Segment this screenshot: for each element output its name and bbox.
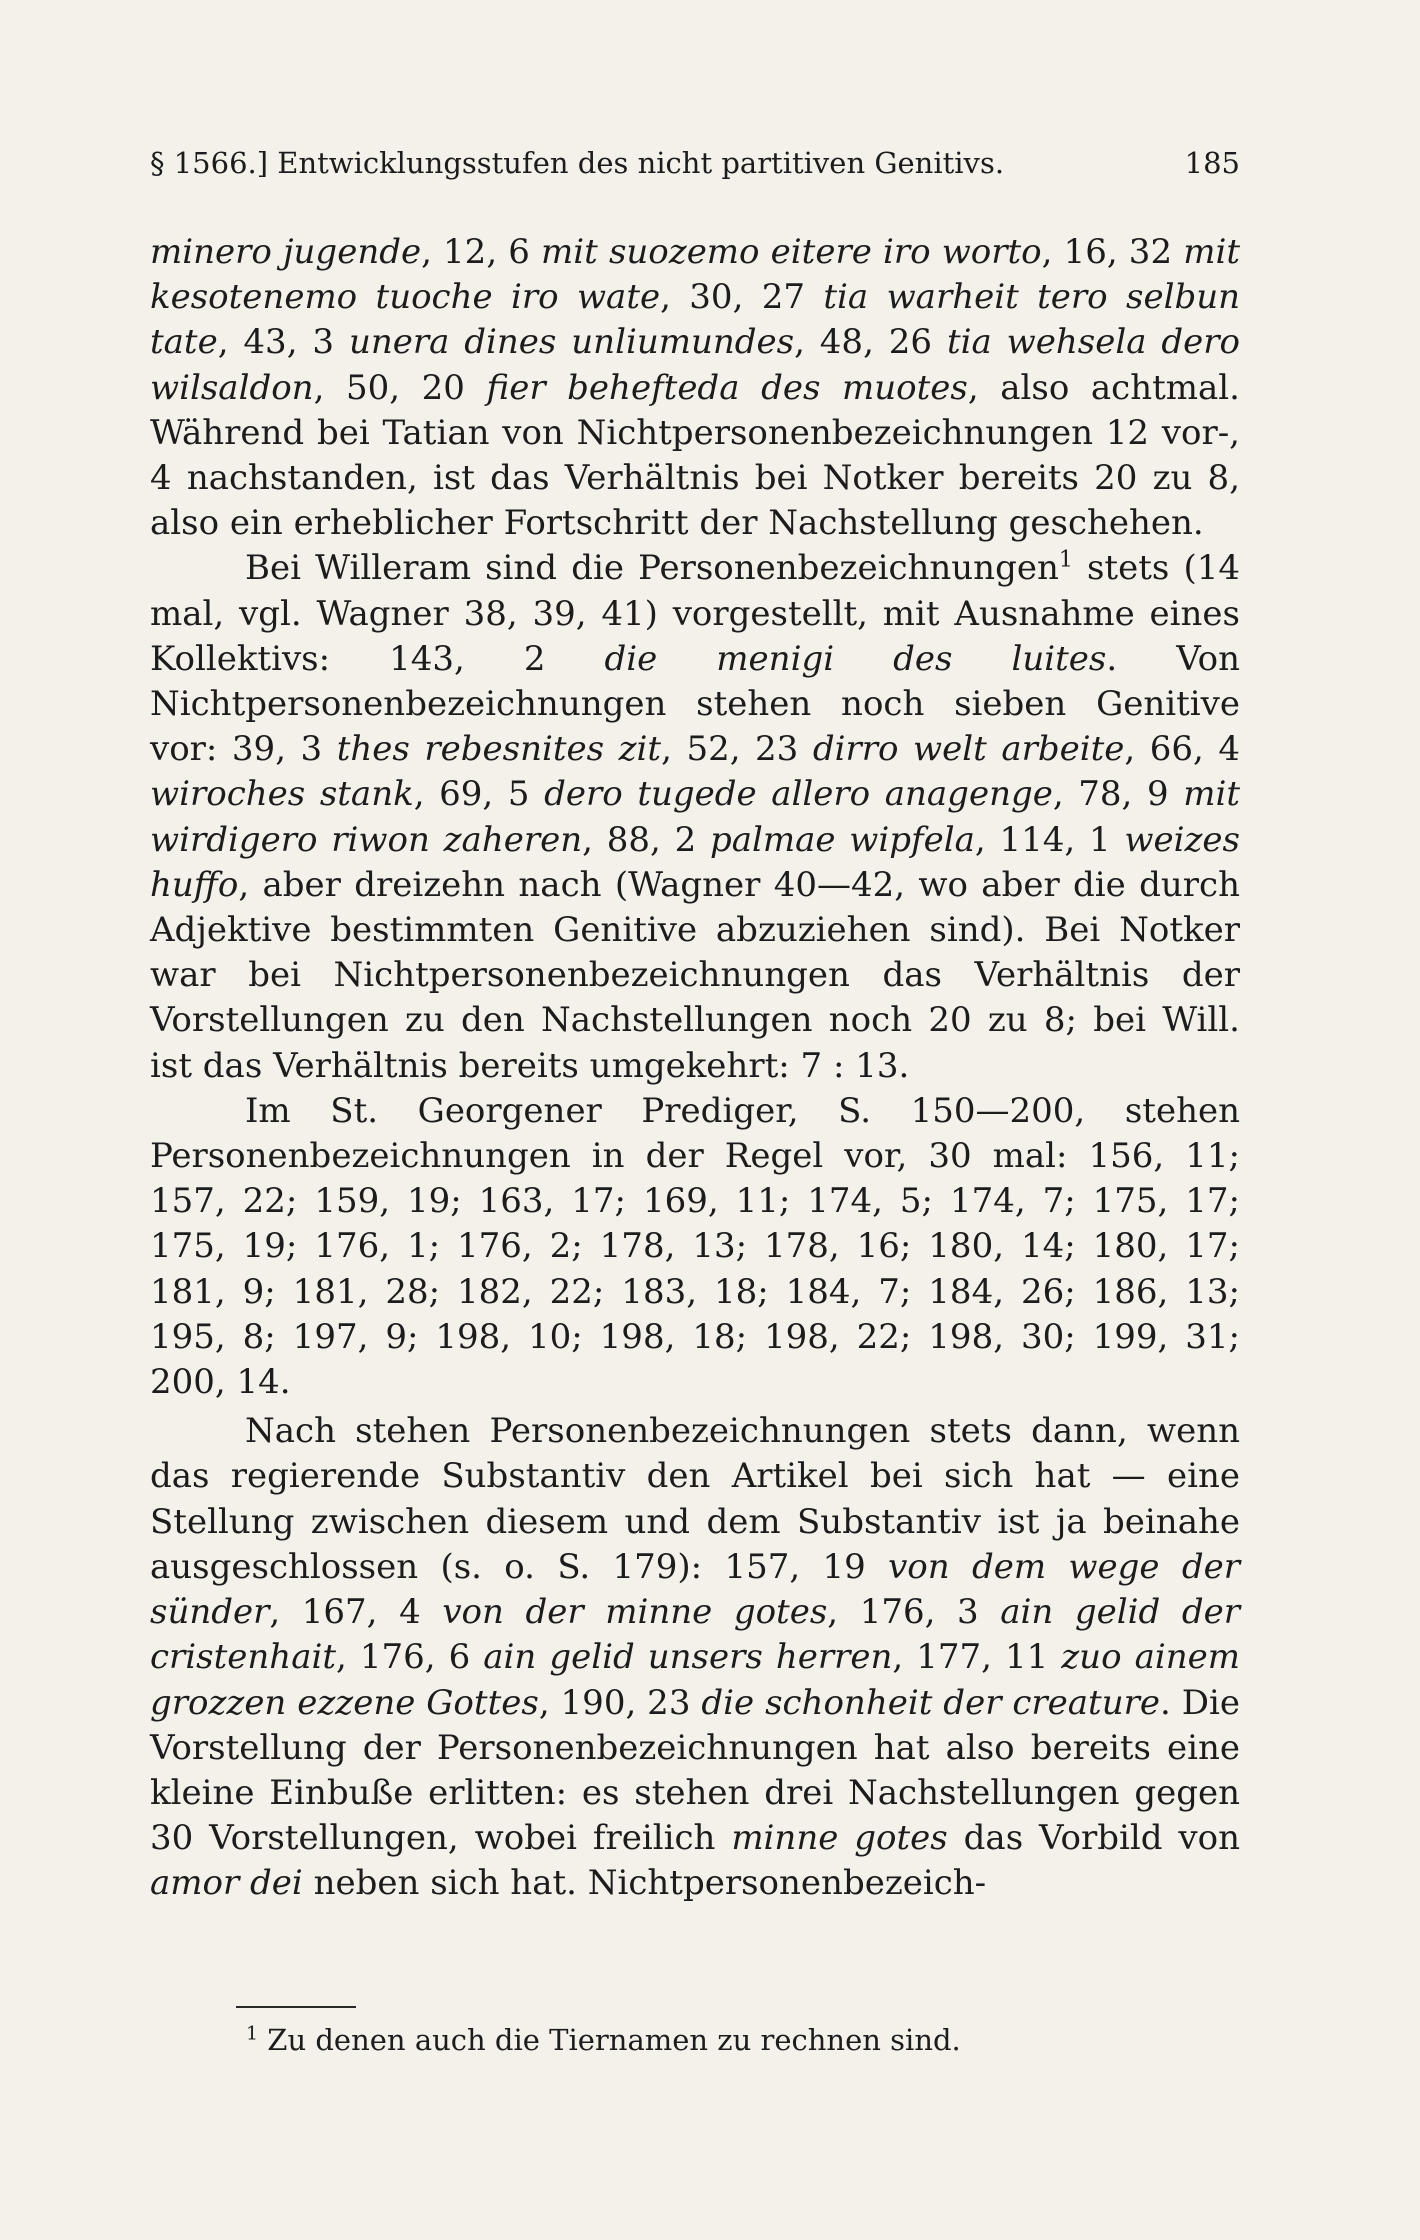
italic-citation: tia wehsela dero wilsaldon [150, 322, 1240, 408]
italic-citation: minne gotes [731, 1818, 948, 1859]
italic-citation: weizes huffo [150, 819, 1240, 905]
paragraph-3 [150, 1089, 1240, 1405]
italic-citation: von dem wege der sünder [150, 1546, 1240, 1633]
text-run: , 50, 20 [313, 367, 487, 408]
italic-citation: die schonheit der creature [701, 1682, 1160, 1723]
text-run: , 114, 1 [974, 819, 1125, 860]
italic-citation: von der minne gotes [442, 1592, 828, 1633]
italic-citation: zuo ainem grozzen ezzene Gottes [150, 1637, 1240, 1723]
text-run: Bei Willeram sind die Personenbezeichnungen [245, 548, 1059, 589]
italic-citation: fier behefteda des muotes [486, 367, 968, 408]
paragraph-1 [150, 230, 1240, 546]
text-run: , 190, 23 [538, 1682, 702, 1723]
text-run: , aber dreizehn nach (Wagner 40—42, wo aber die durch Adjektive bestimmten Genitive abzuziehen sind). Bei Notker war bei Nichtpersonenbezeichnungen das Verhältnis der Vorstellungen zu den Nachstellungen noch 20 zu 8; bei Will. ist das Verhältnis bereits umgekehrt: 7 : 13. [150, 864, 1240, 1086]
italic-citation: thes rebesnites zit [336, 729, 662, 770]
text-run: neben sich hat. Nichtpersonenbezeich- [302, 1863, 987, 1904]
paragraph-4 [150, 1409, 1240, 1906]
text-run: , 177, 11 [892, 1637, 1062, 1678]
italic-citation: minero jugende [150, 232, 422, 272]
text-run: , 16, 32 [1041, 232, 1184, 272]
italic-citation: tia warheit tero selbun tate [150, 277, 1241, 363]
text-run: . Von Nichtpersonenbezeichnungen stehen noch sieben Genitive vor: 39, 3 [150, 638, 1240, 770]
italic-citation: dirro welt arbeite [812, 729, 1125, 770]
italic-citation: unera dines unliumundes [348, 322, 795, 363]
text-run: , 88, 2 [582, 819, 710, 860]
text-run: , 176, 6 [336, 1637, 484, 1678]
text-run: , also achtmal. Während bei Tatian von Nichtpersonenbezeichnungen 12 vor-, 4 nachstanden, ist das Verhältnis bei Notker bereits 20 zu 8, also ein erheblicher Fortschritt der Nachstellung geschehen. [150, 367, 1240, 544]
text-run: Nach stehen Personenbezeichnungen stets dann, wenn das regierende Substantiv den Artikel bei sich hat — eine Stellung zwischen diesem und dem Substantiv ist ja beinahe ausgeschlossen (s. o. S. 179): 157, 19 [150, 1411, 1240, 1587]
page-number: 185 [1184, 146, 1240, 180]
text-run: , 78, 9 [1052, 774, 1184, 815]
text-run: stets (14 mal, vgl. Wagner 38, 39, 41) vorgestellt, mit Ausnahme eines Kollektivs: 143, 2 [150, 548, 1240, 679]
text-run: , 176, 3 [827, 1592, 1001, 1633]
text-run: , 43, 3 [217, 322, 349, 363]
running-head [150, 143, 1240, 183]
paragraph-2 [150, 546, 1240, 1088]
italic-citation: wiroches stank [150, 774, 414, 815]
text-run: . Die Vorstellung der Personenbezeichnungen hat also bereits eine kleine Einbuße erlitten: es stehen drei Nachstellungen gegen 30 Vorstellungen, wobei freilich [150, 1682, 1240, 1859]
footnote-reference: 1 [1058, 548, 1073, 574]
italic-citation: ain gelid der cristenhait [150, 1592, 1240, 1678]
footnote [246, 2020, 1146, 2060]
italic-citation: dero tugede allero anagenge [544, 774, 1053, 815]
italic-citation: mit wirdigero riwon zaheren [150, 774, 1241, 860]
text-run: , 48, 26 [794, 322, 947, 363]
italic-citation: amor dei [150, 1863, 303, 1904]
text-run: , 12, 6 [421, 232, 542, 272]
italic-citation: die menigi des luites [604, 638, 1107, 679]
text-run: , 30, 27 [660, 277, 824, 318]
italic-citation: mit kesotenemo tuoche iro wate [150, 232, 1240, 318]
italic-citation: ain gelid unsers herren [483, 1637, 893, 1678]
footnote-marker: 1 [246, 2022, 259, 2045]
text-run: , 69, 5 [413, 774, 545, 815]
footnote-divider [236, 2006, 356, 2008]
italic-citation: palmae wipfela [709, 819, 975, 860]
running-head-title: § 1566.] Entwicklungsstufen des nicht partitiven Genitivs. [150, 146, 1005, 180]
text-run: Im St. Georgener Prediger, S. 150—200, stehen Personenbezeichnungen in der Regel vor, 30 mal: 156, 11; 157, 22; 159, 19; 163, 17; 169, 11; 174, 5; 174, 7; 175, 17; 175, 19; 176, 1; 176, 2; 178, 13; 178, 16; 180, 14; 180, 17; 181, 9; 181, 28; 182, 22; 183, 18; 184, 7; 184, 26; 186, 13; 195, 8; 197, 9; 198, 10; 198, 18; 198, 22; 198, 30; 199, 31; 200, 14. [150, 1090, 1240, 1403]
text-run: , 66, 4 [1124, 729, 1240, 770]
text-run: , 167, 4 [269, 1592, 443, 1633]
body-text [150, 230, 1240, 1907]
text-run: , 52, 23 [661, 729, 813, 770]
italic-citation: mit suozemo eitere iro worto [541, 232, 1042, 272]
footnote-text: Zu denen auch die Tiernamen zu rechnen sind. [258, 2023, 961, 2057]
text-run: das Vorbild von [947, 1818, 1240, 1859]
